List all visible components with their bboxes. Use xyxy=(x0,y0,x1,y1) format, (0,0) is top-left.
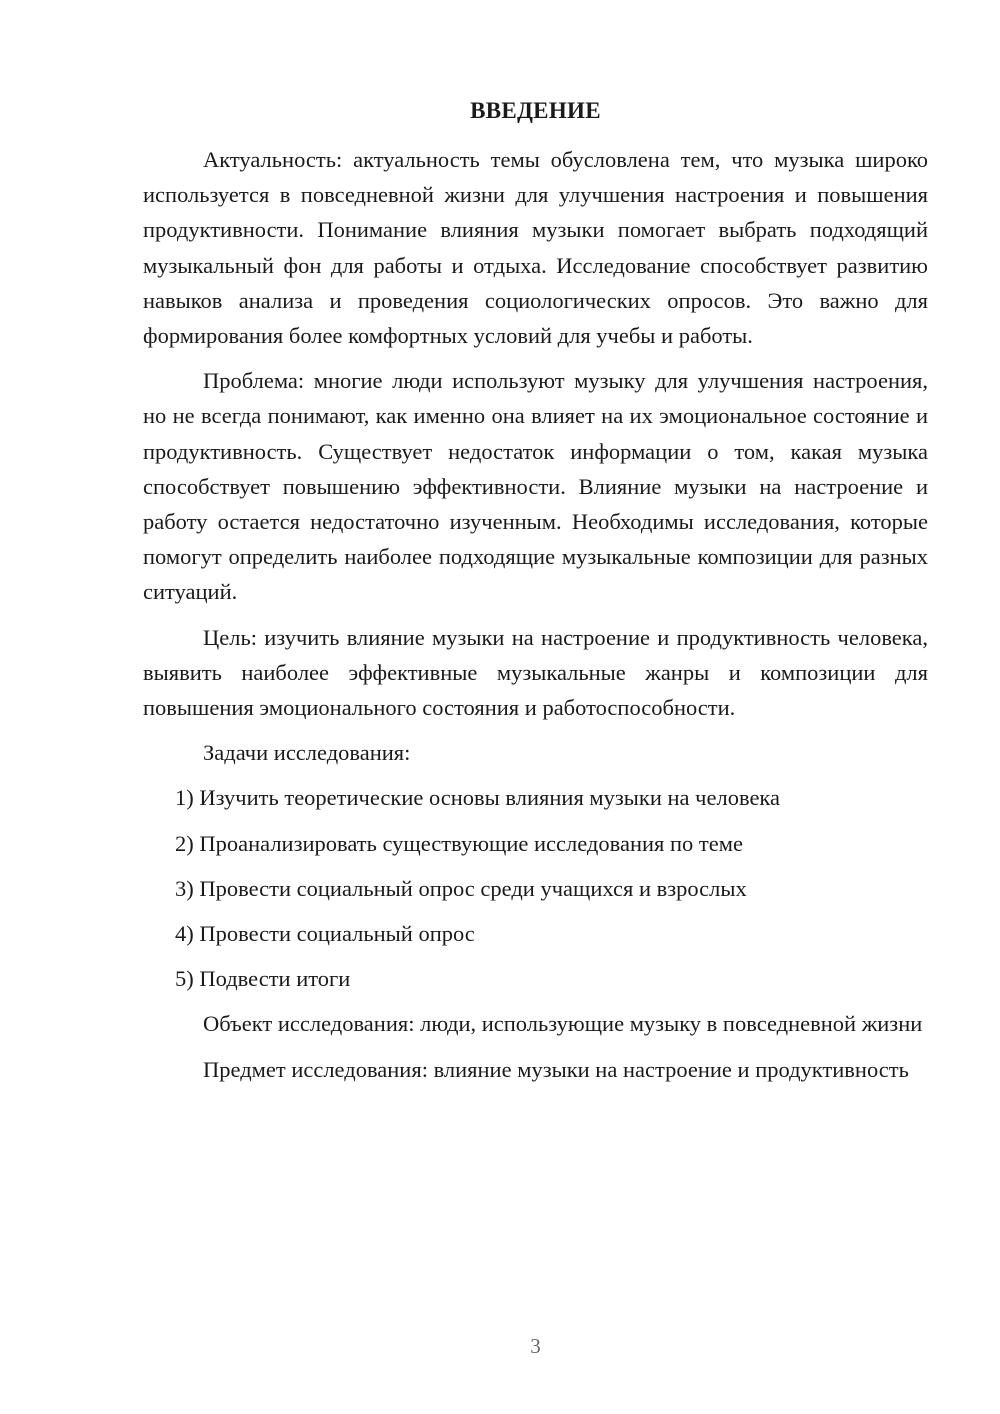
task-item-4: 4) Провести социальный опрос xyxy=(175,921,475,947)
document-page xyxy=(143,0,928,1414)
paragraph-subject: Предмет исследования: влияние музыки на настроение и продуктивность xyxy=(203,1056,909,1082)
document-body xyxy=(143,142,928,1097)
paragraph-object: Объект исследования: люди, использующие музыку в повседневной жизни xyxy=(203,1011,923,1037)
task-item-1: 1) Изучить теоретические основы влияния музыки на человека xyxy=(175,785,781,811)
task-item-5: 5) Подвести итоги xyxy=(175,966,351,992)
tasks-heading: Задачи исследования: xyxy=(203,740,411,766)
paragraph-relevance: Актуальность: актуальность темы обусловлена тем, что музыка широко используется в повседневной жизни для улучшения настроения и повышения продуктивности. Понимание влияния музыки помогает выбрать подходящий музыкальный фон для работы и отдыха. Исследование способствует развитию навыков анализа и проведения социологических опросов. Это важно для формирования более комфортных условий для учебы и работы. xyxy=(143,147,928,349)
page-number: 3 xyxy=(530,1334,541,1358)
task-item-3: 3) Провести социальный опрос среди учащихся и взрослых xyxy=(175,875,747,901)
paragraph-goal: Цель: изучить влияние музыки на настроение и продуктивность человека, выявить наиболее эффективные музыкальные жанры и композиции для повышения эмоционального состояния и работоспособности. xyxy=(143,624,928,721)
section-title: ВВЕДЕНИЕ xyxy=(470,98,601,123)
paragraph-problem: Проблема: многие люди используют музыку для улучшения настроения, но не всегда понимают, как именно она влияет на их эмоциональное состояние и продуктивность. Существует недостаток информации о том, какая музыка способствует повышению эффективности. Влияние музыки на настроение и работу остается недостаточно изученным. Необходимы исследования, которые помогут определить наиболее подходящие музыкальные композиции для разных ситуаций. xyxy=(143,368,928,605)
task-item-2: 2) Проанализировать существующие исследования по теме xyxy=(175,830,743,856)
